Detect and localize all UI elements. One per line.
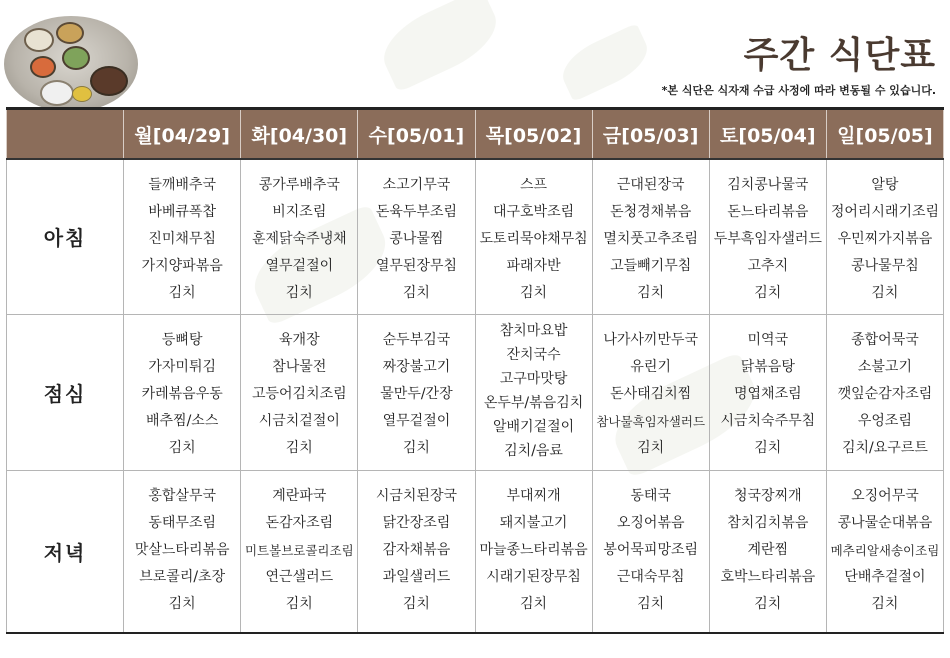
menu-item: 홍합살무국 [148,487,216,504]
menu-item: 돈감자조림 [265,514,334,531]
menu-item: 돈느타리볶음 [727,204,809,220]
menu-item: 육개장 [279,331,320,348]
menu-item: 김치 [402,285,430,301]
menu-item: 근대된장국 [616,177,685,193]
menu-item: 참치김치볶음 [727,514,809,531]
menu-item: 소불고기 [857,358,912,375]
menu-item: 깻잎순감자조림 [837,385,933,402]
meal-label: 아침 [7,159,124,314]
food-photo [0,0,150,108]
menu-cell [826,314,943,470]
menu-cell [124,159,241,314]
menu-item: 도토리묵야채무침 [479,231,588,247]
menu-item: 메추리알새송이조림 [830,542,940,558]
menu-item: 대구호박조림 [492,204,575,220]
menu-item: 시래기된장무침 [486,568,581,585]
menu-items [827,471,943,618]
menu-items [241,315,357,462]
menu-items [241,471,357,618]
dish [90,66,128,96]
menu-item: 나가사끼만두국 [603,331,699,348]
menu-item: 김치 [637,595,665,612]
menu-item: 청국장찌개 [734,487,802,504]
menu-cell [358,314,475,470]
menu-item: 김치콩나물국 [727,177,809,193]
menu-item: 김치 [754,285,782,301]
menu-item: 김치 [285,595,313,612]
menu-item: 김치/음료 [504,442,563,459]
menu-item: 과일샐러드 [382,568,451,585]
menu-item: 두부흑임자샐러드 [713,231,822,247]
menu-items [710,471,826,618]
menu-item: 고들빼기무침 [610,258,692,274]
menu-item: 돈청경채볶음 [610,204,692,220]
menu-item: 돈사태김치찜 [610,385,692,402]
menu-cell [124,470,241,633]
menu-item: 열무겉절이 [382,412,451,429]
menu-cell [241,470,358,633]
menu-item: 김치/요구르트 [842,439,928,456]
day-header: 일[05/05] [826,109,943,160]
menu-item: 명엽채조림 [734,385,802,402]
menu-item: 연근샐러드 [265,568,334,585]
dish [62,46,90,70]
menu-item: 콩가루배추국 [258,177,340,193]
menu-item: 김치 [754,439,782,456]
meal-row-dinner [7,470,944,633]
menu-item: 멸치풋고추조림 [603,231,699,247]
background-leaf [373,0,507,93]
menu-item: 진미채무침 [148,231,216,247]
menu-item: 콩나물순대볶음 [837,514,933,531]
menu-item: 정어리시래기조림 [830,204,940,220]
meal-row-lunch [7,314,944,470]
menu-item: 김치 [871,285,899,301]
menu-item: 맛살느타리볶음 [134,541,230,558]
menu-cell [592,470,709,633]
menu-item: 우엉조림 [857,412,912,429]
menu-item: 카레볶음우동 [141,385,223,402]
menu-item: 김치 [402,439,430,456]
menu-item: 가지양파볶음 [141,258,223,274]
menu-items [124,160,240,307]
menu-cell [358,470,475,633]
menu-item: 참나물흑임자샐러드 [596,413,706,429]
menu-item: 김치 [285,439,313,456]
menu-item: 오징어무국 [851,487,919,504]
menu-item: 콩나물무침 [851,258,919,274]
menu-item: 유린기 [630,358,671,375]
menu-item: 소고기무국 [382,177,451,193]
menu-item: 고구마맛탕 [499,370,568,387]
menu-item: 비지조림 [272,204,327,220]
day-header: 금[05/03] [592,109,709,160]
menu-item: 김치 [871,595,899,612]
menu-item: 닭볶음탕 [740,358,795,375]
menu-cell [124,314,241,470]
menu-item: 김치 [637,285,665,301]
menu-item: 시금치된장국 [375,487,458,504]
day-header: 목[05/02] [475,109,592,160]
menu-item: 훈제닭숙주냉채 [251,231,347,247]
menu-cell [475,314,592,470]
menu-item: 김치 [168,439,196,456]
menu-item: 마늘종느타리볶음 [479,541,588,558]
dish [72,86,92,102]
menu-items [593,315,709,462]
menu-items [710,315,826,462]
day-header-row [7,109,944,160]
menu-item: 잔치국수 [506,346,561,363]
menu-items [593,471,709,618]
menu-item: 물만두/간장 [380,385,453,402]
menu-item: 등뼈탕 [161,331,203,348]
menu-item: 계란찜 [747,541,789,558]
corner-cell [7,109,124,160]
menu-item: 김치 [637,439,665,456]
menu-item: 계란파국 [272,487,327,504]
menu-item: 배추찜/소스 [146,412,219,429]
menu-item: 종합어묵국 [851,331,919,348]
menu-cell [592,314,709,470]
menu-item: 김치 [520,285,548,301]
menu-item: 근대숙무침 [616,568,685,585]
menu-cell [709,470,826,633]
menu-item: 가자미튀김 [148,358,216,375]
menu-items [476,315,592,463]
menu-item: 참치마요밥 [499,322,568,339]
menu-cell [709,314,826,470]
menu-item: 바베큐폭찹 [148,204,216,220]
menu-item: 파래자반 [506,258,561,274]
menu-item: 순두부김국 [382,331,451,348]
day-header: 화[04/30] [241,109,358,160]
menu-item: 김치 [168,285,196,301]
menu-item: 김치 [520,595,548,612]
menu-items [827,160,943,307]
menu-item: 알배기겉절이 [492,418,575,435]
menu-item: 닭간장조림 [382,514,451,531]
menu-item: 시금치숙주무침 [720,412,816,429]
menu-items [710,160,826,307]
menu-items [358,160,474,307]
menu-cell [358,159,475,314]
dish [56,22,84,44]
dish [24,28,54,52]
menu-item: 온두부/볶음김치 [483,394,584,411]
menu-item: 부대찌개 [506,487,561,504]
menu-item: 감자채볶음 [382,541,451,558]
menu-item: 우민찌가지볶음 [837,231,933,247]
menu-item: 돼지불고기 [499,514,568,531]
menu-item: 들깨배추국 [148,177,216,193]
day-header: 수[05/01] [358,109,475,160]
menu-items [827,315,943,462]
menu-item: 열무된장무침 [375,258,458,274]
menu-cell [826,470,943,633]
dish [30,56,56,78]
menu-cell [475,159,592,314]
menu-item: 동태무조림 [148,514,216,531]
menu-item: 짜장불고기 [382,358,451,375]
menu-item: 김치 [168,595,196,612]
menu-items [476,471,592,618]
background-leaf [555,23,656,102]
menu-item: 김치 [285,285,313,301]
menu-cell [826,159,943,314]
menu-item: 봉어묵피망조림 [603,541,699,558]
menu-item: 시금치겉절이 [258,412,340,429]
menu-items [476,160,592,307]
menu-items [358,471,474,618]
menu-item: 미역국 [747,331,789,348]
menu-item: 참나물전 [272,358,327,375]
menu-item: 동태국 [630,487,671,504]
menu-items [593,160,709,307]
menu-item: 호박느타리볶음 [720,568,816,585]
menu-items [358,315,474,462]
menu-cell [709,159,826,314]
menu-items [241,160,357,307]
meal-label: 점심 [7,314,124,470]
menu-item: 고등어김치조림 [251,385,347,402]
menu-item: 열무겉절이 [265,258,334,274]
meal-label: 저녁 [7,470,124,633]
menu-item: 브로콜리/초장 [139,568,226,585]
dish [40,80,74,106]
day-header: 토[05/04] [709,109,826,160]
menu-item: 스프 [520,177,548,193]
menu-item: 김치 [754,595,782,612]
menu-item: 김치 [402,595,430,612]
menu-item: 오징어볶음 [616,514,685,531]
menu-item: 단배추겉절이 [844,568,926,585]
menu-cell [241,314,358,470]
menu-cell [475,470,592,633]
menu-items [124,315,240,462]
menu-item: 돈육두부조림 [375,204,458,220]
menu-item: 고추지 [747,258,789,274]
menu-item: 콩나물찜 [389,231,444,247]
menu-items [124,471,240,618]
menu-cell [241,159,358,314]
menu-item: 미트볼브로콜리조림 [244,542,354,558]
weekly-menu-table [6,107,944,634]
notice-text: *본 식단은 식자재 수급 사정에 따라 변동될 수 있습니다. [661,84,936,97]
day-header: 월[04/29] [124,109,241,160]
meal-row-breakfast [7,159,944,314]
menu-cell [592,159,709,314]
menu-item: 알탕 [871,177,899,193]
page-title: 주간 식단표 [743,35,936,76]
